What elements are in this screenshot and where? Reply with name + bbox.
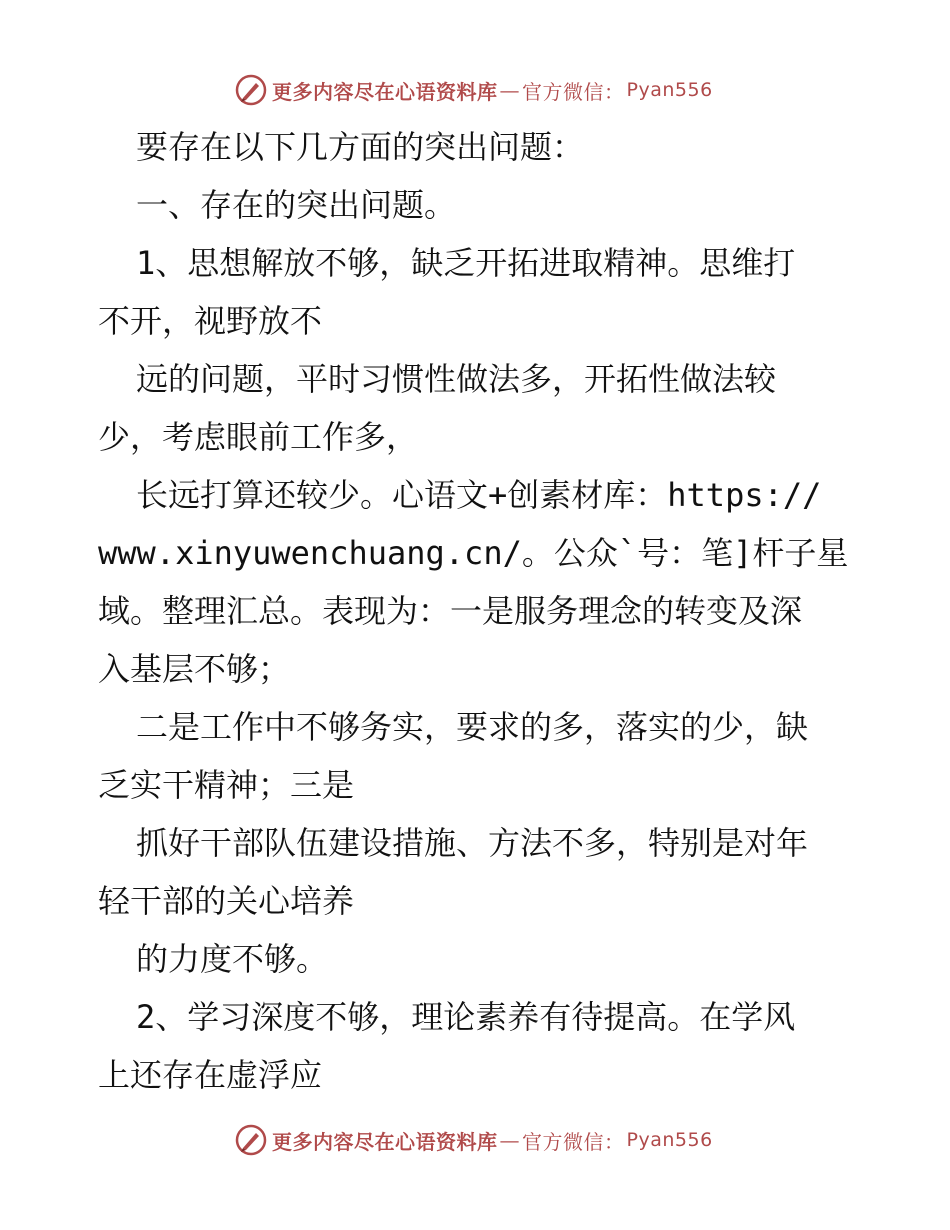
paragraph-line: 域。整理汇总。表现为：一是服务理念的转变及深: [98, 592, 803, 630]
watermark-id: Pyan556: [626, 79, 713, 101]
header-watermark: [234, 72, 713, 108]
watermark-dash: —: [499, 78, 520, 102]
paragraph-line: 少，考虑眼前工作多，: [98, 418, 419, 456]
document-body: [98, 118, 858, 1104]
paragraph-line: 的力度不够。: [136, 940, 329, 978]
pen-logo-icon: [234, 1123, 268, 1157]
footer-watermark: [234, 1122, 713, 1158]
watermark-suffix: 官方微信：: [522, 79, 625, 104]
paragraph-line: 长远打算还较少。心语文+创素材库：https://: [136, 476, 822, 514]
paragraph-line: 要存在以下几方面的突出问题：: [136, 128, 585, 166]
watermark-main-text: 更多内容尽在心语资料库: [272, 79, 498, 104]
paragraph-line: 远的问题，平时习惯性做法多，开拓性做法较: [136, 360, 777, 398]
paragraph-line: 入基层不够；: [98, 650, 291, 688]
watermark-main-text: 更多内容尽在心语资料库: [272, 1129, 498, 1154]
pen-logo-icon: [234, 73, 268, 107]
watermark-id: Pyan556: [626, 1129, 713, 1151]
paragraph-line: 2、学习深度不够，理论素养有待提高。在学风: [136, 998, 796, 1036]
paragraph-line: www.xinyuwenchuang.cn/。公众`号：笔]杆子星: [98, 534, 849, 572]
watermark-dash: —: [499, 1128, 520, 1152]
paragraph-line: 一、存在的突出问题。: [136, 186, 457, 224]
paragraph-line: 轻干部的关心培养: [98, 882, 355, 920]
paragraph-line: 不开，视野放不: [98, 302, 323, 340]
paragraph-line: 1、思想解放不够，缺乏开拓进取精神。思维打: [136, 244, 796, 282]
paragraph-line: 二是工作中不够务实，要求的多，落实的少，缺: [136, 708, 809, 746]
watermark-suffix: 官方微信：: [522, 1129, 625, 1154]
paragraph-line: 上还存在虚浮应: [98, 1056, 323, 1094]
paragraph-line: 乏实干精神；三是: [98, 766, 355, 804]
paragraph-line: 抓好干部队伍建设措施、方法不多，特别是对年: [136, 824, 809, 862]
